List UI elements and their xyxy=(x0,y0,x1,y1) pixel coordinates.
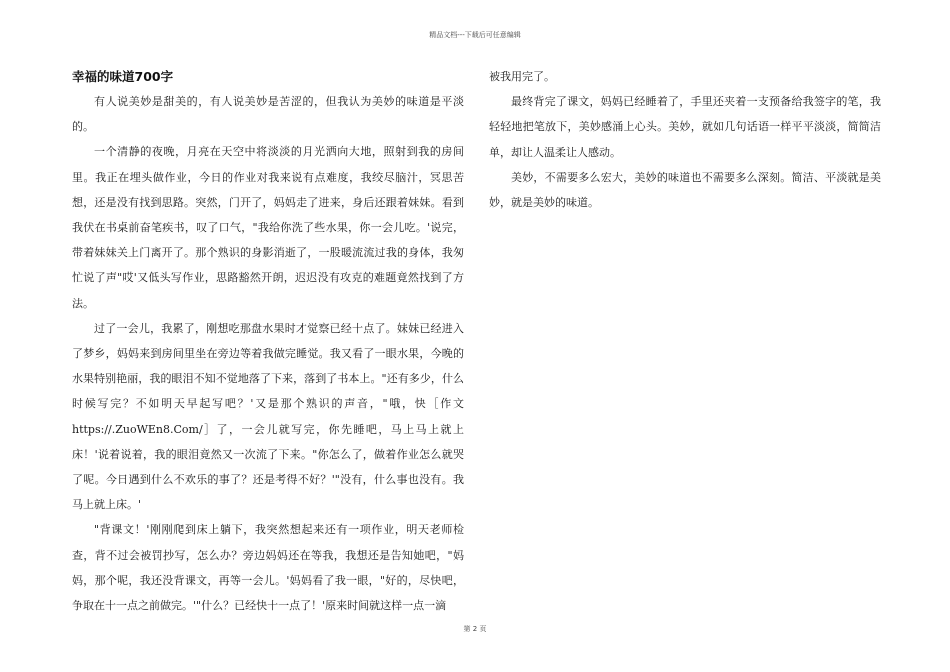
paragraph: "背课文！'刚刚爬到床上躺下，我突然想起来还有一项作业，明天老师检查，背不过会被罚抄写，怎么办？旁边妈妈还在等我，我想还是告知她吧，"妈妈，那个呢，我还没背课文，再等一会儿。'妈妈看了我一眼，"好的，尽快吧，争取在十一点之前做完。'"什么？已经快十一点了！'原来时间就这样一点一滴 xyxy=(72,523,464,613)
paragraph: 美妙，不需要多么宏大，美妙的味道也不需要多么深刻。简洁、平淡就是美妙，就是美妙的味道。 xyxy=(489,170,881,210)
article-title: 幸福的味道700字 xyxy=(72,69,174,84)
paragraph-continuation: 被我用完了。 xyxy=(489,70,555,83)
page-number: 第 2 页 xyxy=(463,625,487,633)
page-header: 精品文档---下载后可任意编辑 xyxy=(429,31,521,39)
right-column xyxy=(489,64,881,215)
paragraph: 一个清静的夜晚，月亮在天空中将淡淡的月光洒向大地，照射到我的房间里。我正在埋头做作业，今日的作业对我来说有点难度，我绞尽脑汁，冥思苦想，还是没有找到思路。突然，门开了，妈妈走了进来，身后还跟着妹妹。看到我伏在书桌前奋笔疾书，叹了口气，"我给你洗了些水果，你一会儿吃。'说完，带着妹妹关上门离开了。那个熟识的身影消逝了，一股暖流流过我的身体，我匆忙说了声"哎'又低头写作业，思路豁然开朗，迟迟没有攻克的难题竟然找到了方法。 xyxy=(72,145,464,310)
paragraph: 有人说美妙是甜美的，有人说美妙是苦涩的，但我认为美妙的味道是平淡的。 xyxy=(72,95,464,134)
left-column xyxy=(72,64,464,618)
paragraph: 过了一会儿，我累了，刚想吃那盘水果时才觉察已经十点了。妹妹已经进入了梦乡，妈妈来到房间里坐在旁边等着我做完睡觉。我又看了一眼水果，今晚的水果特别艳丽，我的眼泪不知不觉地落了下来，落到了书本上。"还有多少，什么时候写完？不如明天早起写吧？'又是那个熟识的声音，"哦，快［作文https://.ZuoWEn8.Com/］了，一会儿就写完，你先睡吧，马上马上就上床！'说着说着，我的眼泪竟然又一次流了下来。"你怎么了，做着作业怎么就哭了呢。今日遇到什么不欢乐的事了？还是考得不好？'"没有，什么事也没有。我马上就上床。' xyxy=(72,321,464,512)
paragraph: 最终背完了课文，妈妈已经睡着了，手里还夹着一支预备给我签字的笔，我轻轻地把笔放下，美妙感涌上心头。美妙，就如几句话语一样平平淡淡，简简洁单，却让人温柔让人感动。 xyxy=(489,95,881,159)
